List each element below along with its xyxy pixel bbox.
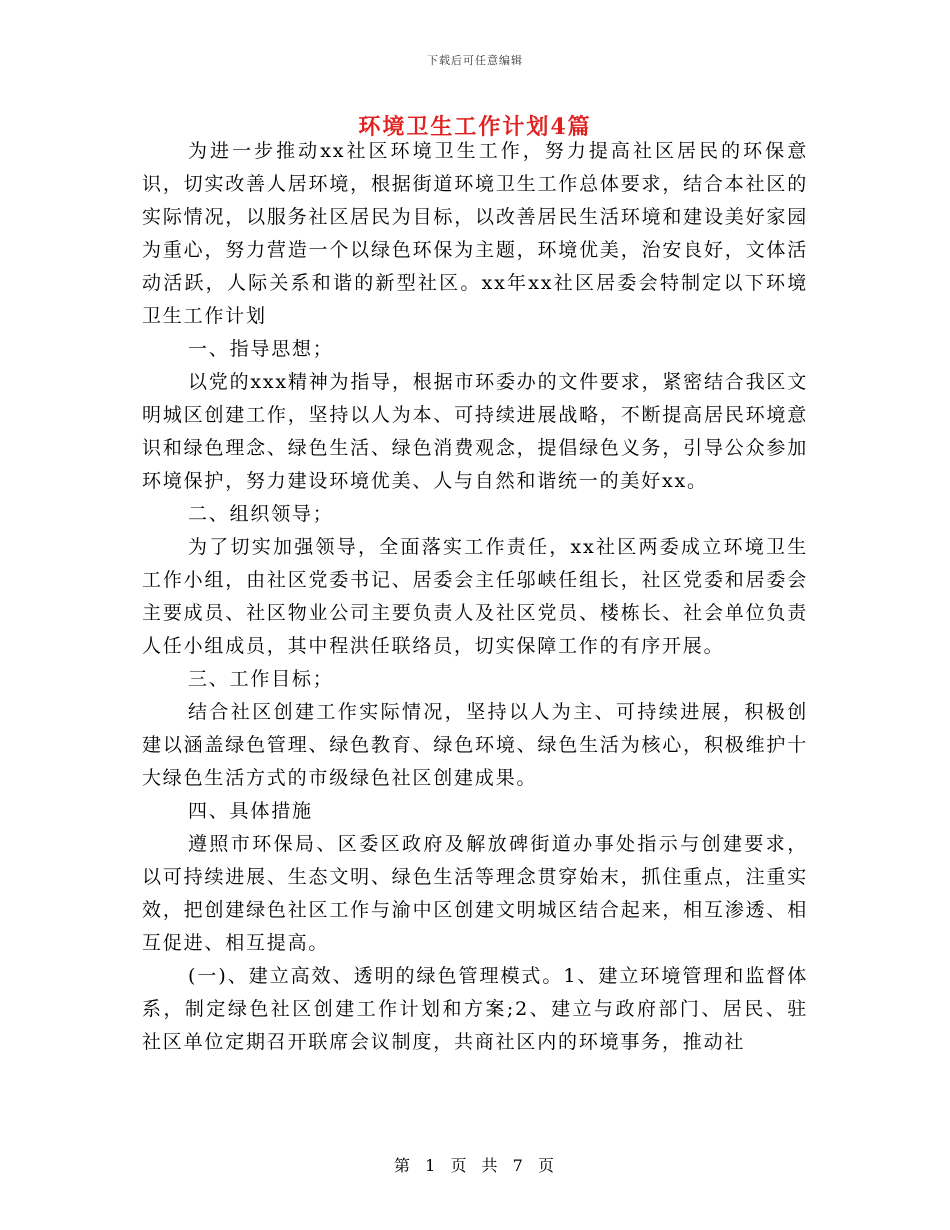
paragraph-work-goals: 结合社区创建工作实际情况，坚持以人为主、可持续进展，积极创建以涵盖绿色管理、绿色教育、绿色环境、绿色生活为核心，积极维护十大绿色生活方式的市级绿色社区创建成果。 — [142, 701, 808, 789]
page-header: 下载后可任意编辑 — [427, 54, 523, 67]
page-footer — [0, 1153, 950, 1176]
footer-total-pages: 7 — [512, 1156, 525, 1175]
paragraph-organization: 为了切实加强领导，全面落实工作责任，xx社区两委成立环境卫生工作小组，由社区党委书记、居委会主任邬峡任组长，社区党委和居委会主要成员、社区物业公司主要负责人及社区党员、楼栋长、社会单位负责人任小组成员，其中程洪任联络员，切实保障工作的有序开展。 — [142, 536, 808, 657]
footer-total-prefix: 共 — [481, 1156, 500, 1175]
section-heading-work-goals: 三、工作目标； — [188, 668, 334, 690]
section-heading-guiding-ideology: 一、指导思想； — [188, 338, 334, 360]
section-heading-measures: 四、具体措施 — [188, 800, 313, 822]
paragraph-guiding-ideology: 以党的xxx精神为指导，根据市环委办的文件要求，紧密结合我区文明城区创建工作，坚持以人为本、可持续进展战略，不断提高居民环境意识和绿色理念、绿色生活、绿色消费观念，提倡绿色义务，引导公众参加环境保护，努力建设环境优美、人与自然和谐统一的美好xx。 — [142, 371, 808, 492]
paragraph-measures: 遵照市环保局、区委区政府及解放碑街道办事处指示与创建要求，以可持续进展、生态文明、绿色生活等理念贯穿始末，抓住重点，注重实效，把创建绿色社区工作与渝中区创建文明城区结合起来，相互渗透、相互促进、相互提高。 — [142, 833, 808, 954]
paragraph-measures-item-1: (一)、建立高效、透明的绿色管理模式。1、建立环境管理和监督体系，制定绿色社区创建工作计划和方案;2、建立与政府部门、居民、驻社区单位定期召开联席会议制度，共商社区内的环境事务，推动社 — [142, 965, 808, 1053]
footer-page-word: 页 — [450, 1156, 469, 1175]
footer-suffix: 页 — [537, 1156, 556, 1175]
section-heading-organization: 二、组织领导； — [188, 503, 334, 525]
footer-current-page: 1 — [425, 1156, 438, 1175]
document-body — [142, 135, 808, 1059]
document-title: 环境卫生工作计划4篇 — [358, 114, 592, 140]
paragraph-intro: 为进一步推动xx社区环境卫生工作，努力提高社区居民的环保意识，切实改善人居环境，根据街道环境卫生工作总体要求，结合本社区的实际情况，以服务社区居民为目标，以改善居民生活环境和建设美好家园为重心，努力营造一个以绿色环保为主题，环境优美，治安良好，文体活动活跃，人际关系和谐的新型社区。xx年xx社区居委会特制定以下环境卫生工作计划 — [142, 140, 808, 327]
footer-prefix: 第 — [394, 1156, 413, 1175]
